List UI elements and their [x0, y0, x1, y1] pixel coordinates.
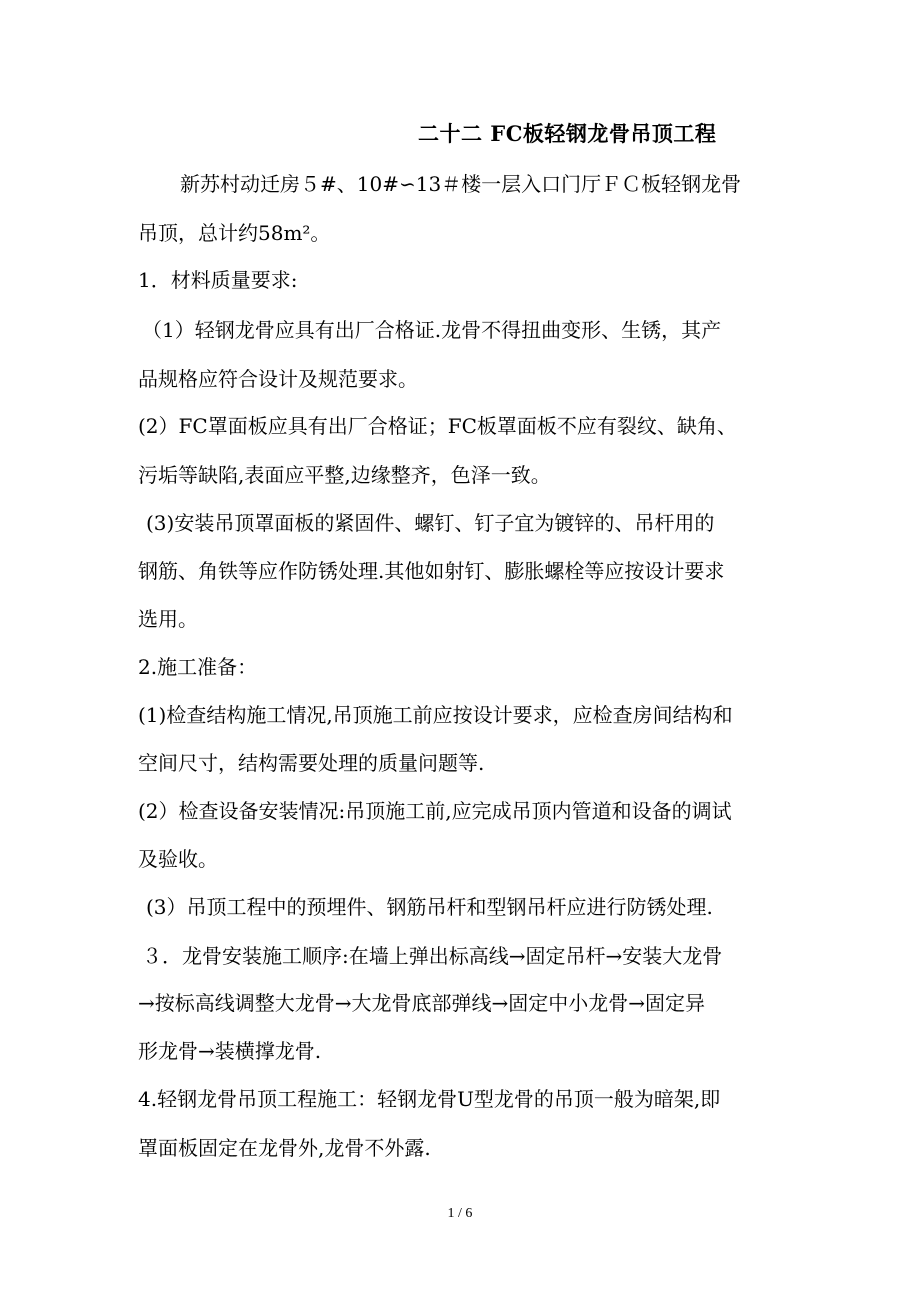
paragraph-line: 4.轻钢龙骨吊顶工程施工：轻钢龙骨U型龙骨的吊顶一般为暗架,即: [138, 1087, 721, 1111]
section-title: 二十二 FC板轻钢龙骨吊顶工程: [418, 121, 717, 146]
paragraph-line: 及验收。: [138, 847, 218, 871]
paragraph-line: ３．龙骨安装施工顺序:在墙上弹出标高线→固定吊杆→安装大龙骨: [142, 944, 723, 968]
paragraph-line: 污垢等缺陷,表面应平整,边缘整齐，色泽一致。: [138, 463, 551, 487]
paragraph-line: （1）轻钢龙骨应具有出厂合格证.龙骨不得扭曲变形、生锈，其产: [142, 318, 722, 342]
paragraph-line: 品规格应符合设计及规范要求。: [138, 367, 418, 391]
paragraph-line: (1)检查结构施工情况,吊顶施工前应按设计要求，应检查房间结构和: [138, 703, 733, 727]
paragraph-line: (3)安装吊顶罩面板的紧固件、螺钉、钉子宜为镀锌的、吊杆用的: [146, 511, 715, 535]
paragraph-line: (2）检查设备安装情况:吊顶施工前,应完成吊顶内管道和设备的调试: [138, 799, 732, 823]
paragraph-line: (2）FC罩面板应具有出厂合格证；FC板罩面板不应有裂纹、缺角、: [138, 414, 737, 438]
paragraph-line: 吊顶，总计约58m²。: [138, 221, 331, 245]
paragraph-line: 空间尺寸，结构需要处理的质量问题等.: [138, 751, 485, 775]
paragraph-line: 选用。: [138, 607, 198, 631]
heading-line: 2.施工准备：: [138, 655, 258, 679]
paragraph-line: 罩面板固定在龙骨外,龙骨不外露.: [138, 1136, 431, 1160]
paragraph-line: 钢筋、角铁等应作防锈处理.其他如射钉、膨胀螺栓等应按设计要求: [138, 559, 725, 583]
paragraph-line: (3）吊顶工程中的预埋件、钢筋吊杆和型钢吊杆应进行防锈处理.: [146, 895, 713, 919]
paragraph-line: →按标高线调整大龙骨→大龙骨底部弹线→固定中小龙骨→固定异: [138, 991, 706, 1015]
heading-line: 1．材料质量要求:: [138, 268, 298, 292]
paragraph-line: 形龙骨→装横撑龙骨.: [138, 1039, 322, 1063]
paragraph-line: 新苏村动迁房５#、10#∽13＃楼一层入口门厅ＦＣ板轻钢龙骨: [180, 172, 742, 196]
page-number: 1 / 6: [447, 1206, 473, 1221]
